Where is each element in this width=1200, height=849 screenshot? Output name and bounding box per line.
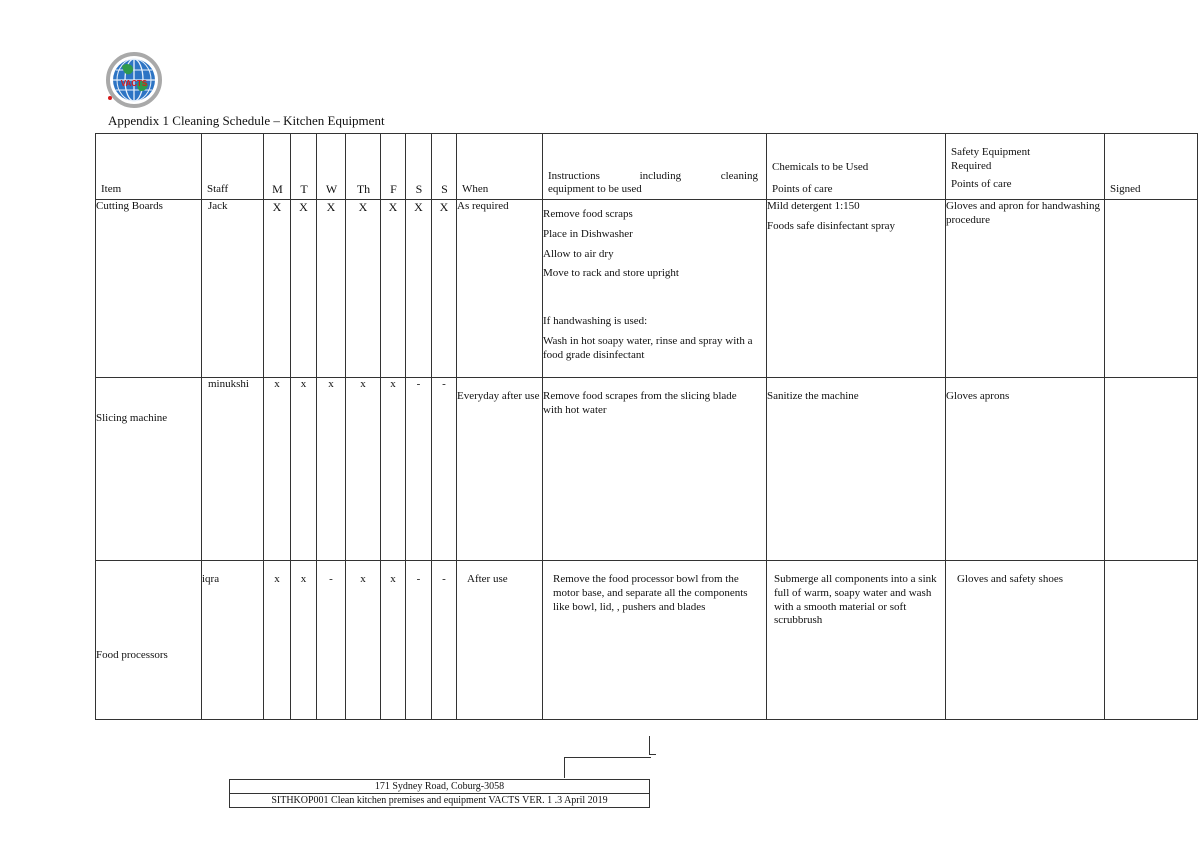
row-day-mark: - bbox=[317, 561, 346, 720]
row-signed bbox=[1105, 561, 1198, 720]
header-day-thu: Th bbox=[346, 134, 381, 200]
header-chemicals: Chemicals to be Used Points of care bbox=[767, 134, 946, 200]
row-instructions: Remove food scrapes from the slicing blade with hot water bbox=[543, 378, 767, 561]
header-day-wed: W bbox=[317, 134, 346, 200]
row-day-mark: x bbox=[291, 378, 317, 561]
row-day-mark: x bbox=[264, 561, 291, 720]
row-day-mark: x bbox=[346, 378, 381, 561]
row-day-mark: x bbox=[346, 561, 381, 720]
row-day-mark: - bbox=[432, 378, 457, 561]
row-day-mark: X bbox=[291, 200, 317, 378]
row-day-mark: X bbox=[346, 200, 381, 378]
row-day-mark: X bbox=[432, 200, 457, 378]
header-safety: Safety Equipment Required Points of care bbox=[946, 134, 1105, 200]
header-day-tue: T bbox=[291, 134, 317, 200]
table-row bbox=[96, 378, 1198, 561]
row-day-mark: X bbox=[264, 200, 291, 378]
row-when: After use bbox=[457, 561, 543, 720]
header-instructions: Instructions including cleaning equipment to be used bbox=[543, 134, 767, 200]
row-item: Cutting Boards bbox=[96, 200, 202, 378]
row-day-mark: x bbox=[381, 378, 406, 561]
row-chemicals: Mild detergent 1:150 Foods safe disinfectant spray bbox=[767, 200, 946, 378]
row-day-mark: X bbox=[317, 200, 346, 378]
row-chemicals: Submerge all components into a sink full of warm, soapy water and wash with a smooth material or soft scrubbrush bbox=[767, 561, 946, 720]
footer-address: 171 Sydney Road, Coburg-3058 bbox=[229, 779, 650, 794]
row-when: Everyday after use bbox=[457, 378, 543, 561]
header-row bbox=[96, 134, 1198, 200]
row-safety: Gloves and safety shoes bbox=[946, 561, 1105, 720]
footer-course: SITHKOP001 Clean kitchen premises and equipment VACTS VER. 1 .3 April 2019 bbox=[229, 794, 650, 808]
row-instructions: Remove food scraps Place in Dishwasher Allow to air dry Move to rack and store upright If handwashing is used: Wash in hot soapy water, rinse and spray with a food grade disinfectant bbox=[543, 200, 767, 378]
header-signed: Signed bbox=[1105, 134, 1198, 200]
row-staff: minukshi bbox=[202, 378, 264, 561]
row-staff: iqra bbox=[202, 561, 264, 720]
row-day-mark: x bbox=[317, 378, 346, 561]
row-chemicals: Sanitize the machine bbox=[767, 378, 946, 561]
row-day-mark: x bbox=[264, 378, 291, 561]
header-day-sun: S bbox=[432, 134, 457, 200]
header-day-fri: F bbox=[381, 134, 406, 200]
row-day-mark: X bbox=[381, 200, 406, 378]
row-safety: Gloves aprons bbox=[946, 378, 1105, 561]
row-day-mark: x bbox=[381, 561, 406, 720]
row-instructions: Remove the food processor bowl from the motor base, and separate all the components like bowl, lid, , pushers and blades bbox=[543, 561, 767, 720]
header-when: When bbox=[457, 134, 543, 200]
row-signed bbox=[1105, 378, 1198, 561]
row-day-mark: - bbox=[432, 561, 457, 720]
header-item: Item bbox=[96, 134, 202, 200]
row-item: Food processors bbox=[96, 561, 202, 720]
header-staff: Staff bbox=[202, 134, 264, 200]
vacts-logo bbox=[102, 52, 168, 110]
row-day-mark: - bbox=[406, 378, 432, 561]
footer-box bbox=[564, 757, 651, 778]
page-footer bbox=[229, 779, 650, 808]
document-title: Appendix 1 Cleaning Schedule – Kitchen Equipment bbox=[108, 113, 385, 128]
globe-logo-icon bbox=[102, 52, 168, 110]
row-safety: Gloves and apron for handwashing procedure bbox=[946, 200, 1105, 378]
logo-text: VACTS bbox=[120, 79, 148, 88]
cleaning-schedule-table bbox=[95, 133, 1198, 720]
row-day-mark: x bbox=[291, 561, 317, 720]
table-row bbox=[96, 561, 1198, 720]
header-day-mon: M bbox=[264, 134, 291, 200]
header-day-sat: S bbox=[406, 134, 432, 200]
row-staff: Jack bbox=[202, 200, 264, 378]
table-row bbox=[96, 200, 1198, 378]
row-when: As required bbox=[457, 200, 543, 378]
footer-mark bbox=[649, 736, 656, 755]
row-day-mark: X bbox=[406, 200, 432, 378]
row-day-mark: - bbox=[406, 561, 432, 720]
row-signed bbox=[1105, 200, 1198, 378]
row-item: Slicing machine bbox=[96, 378, 202, 561]
